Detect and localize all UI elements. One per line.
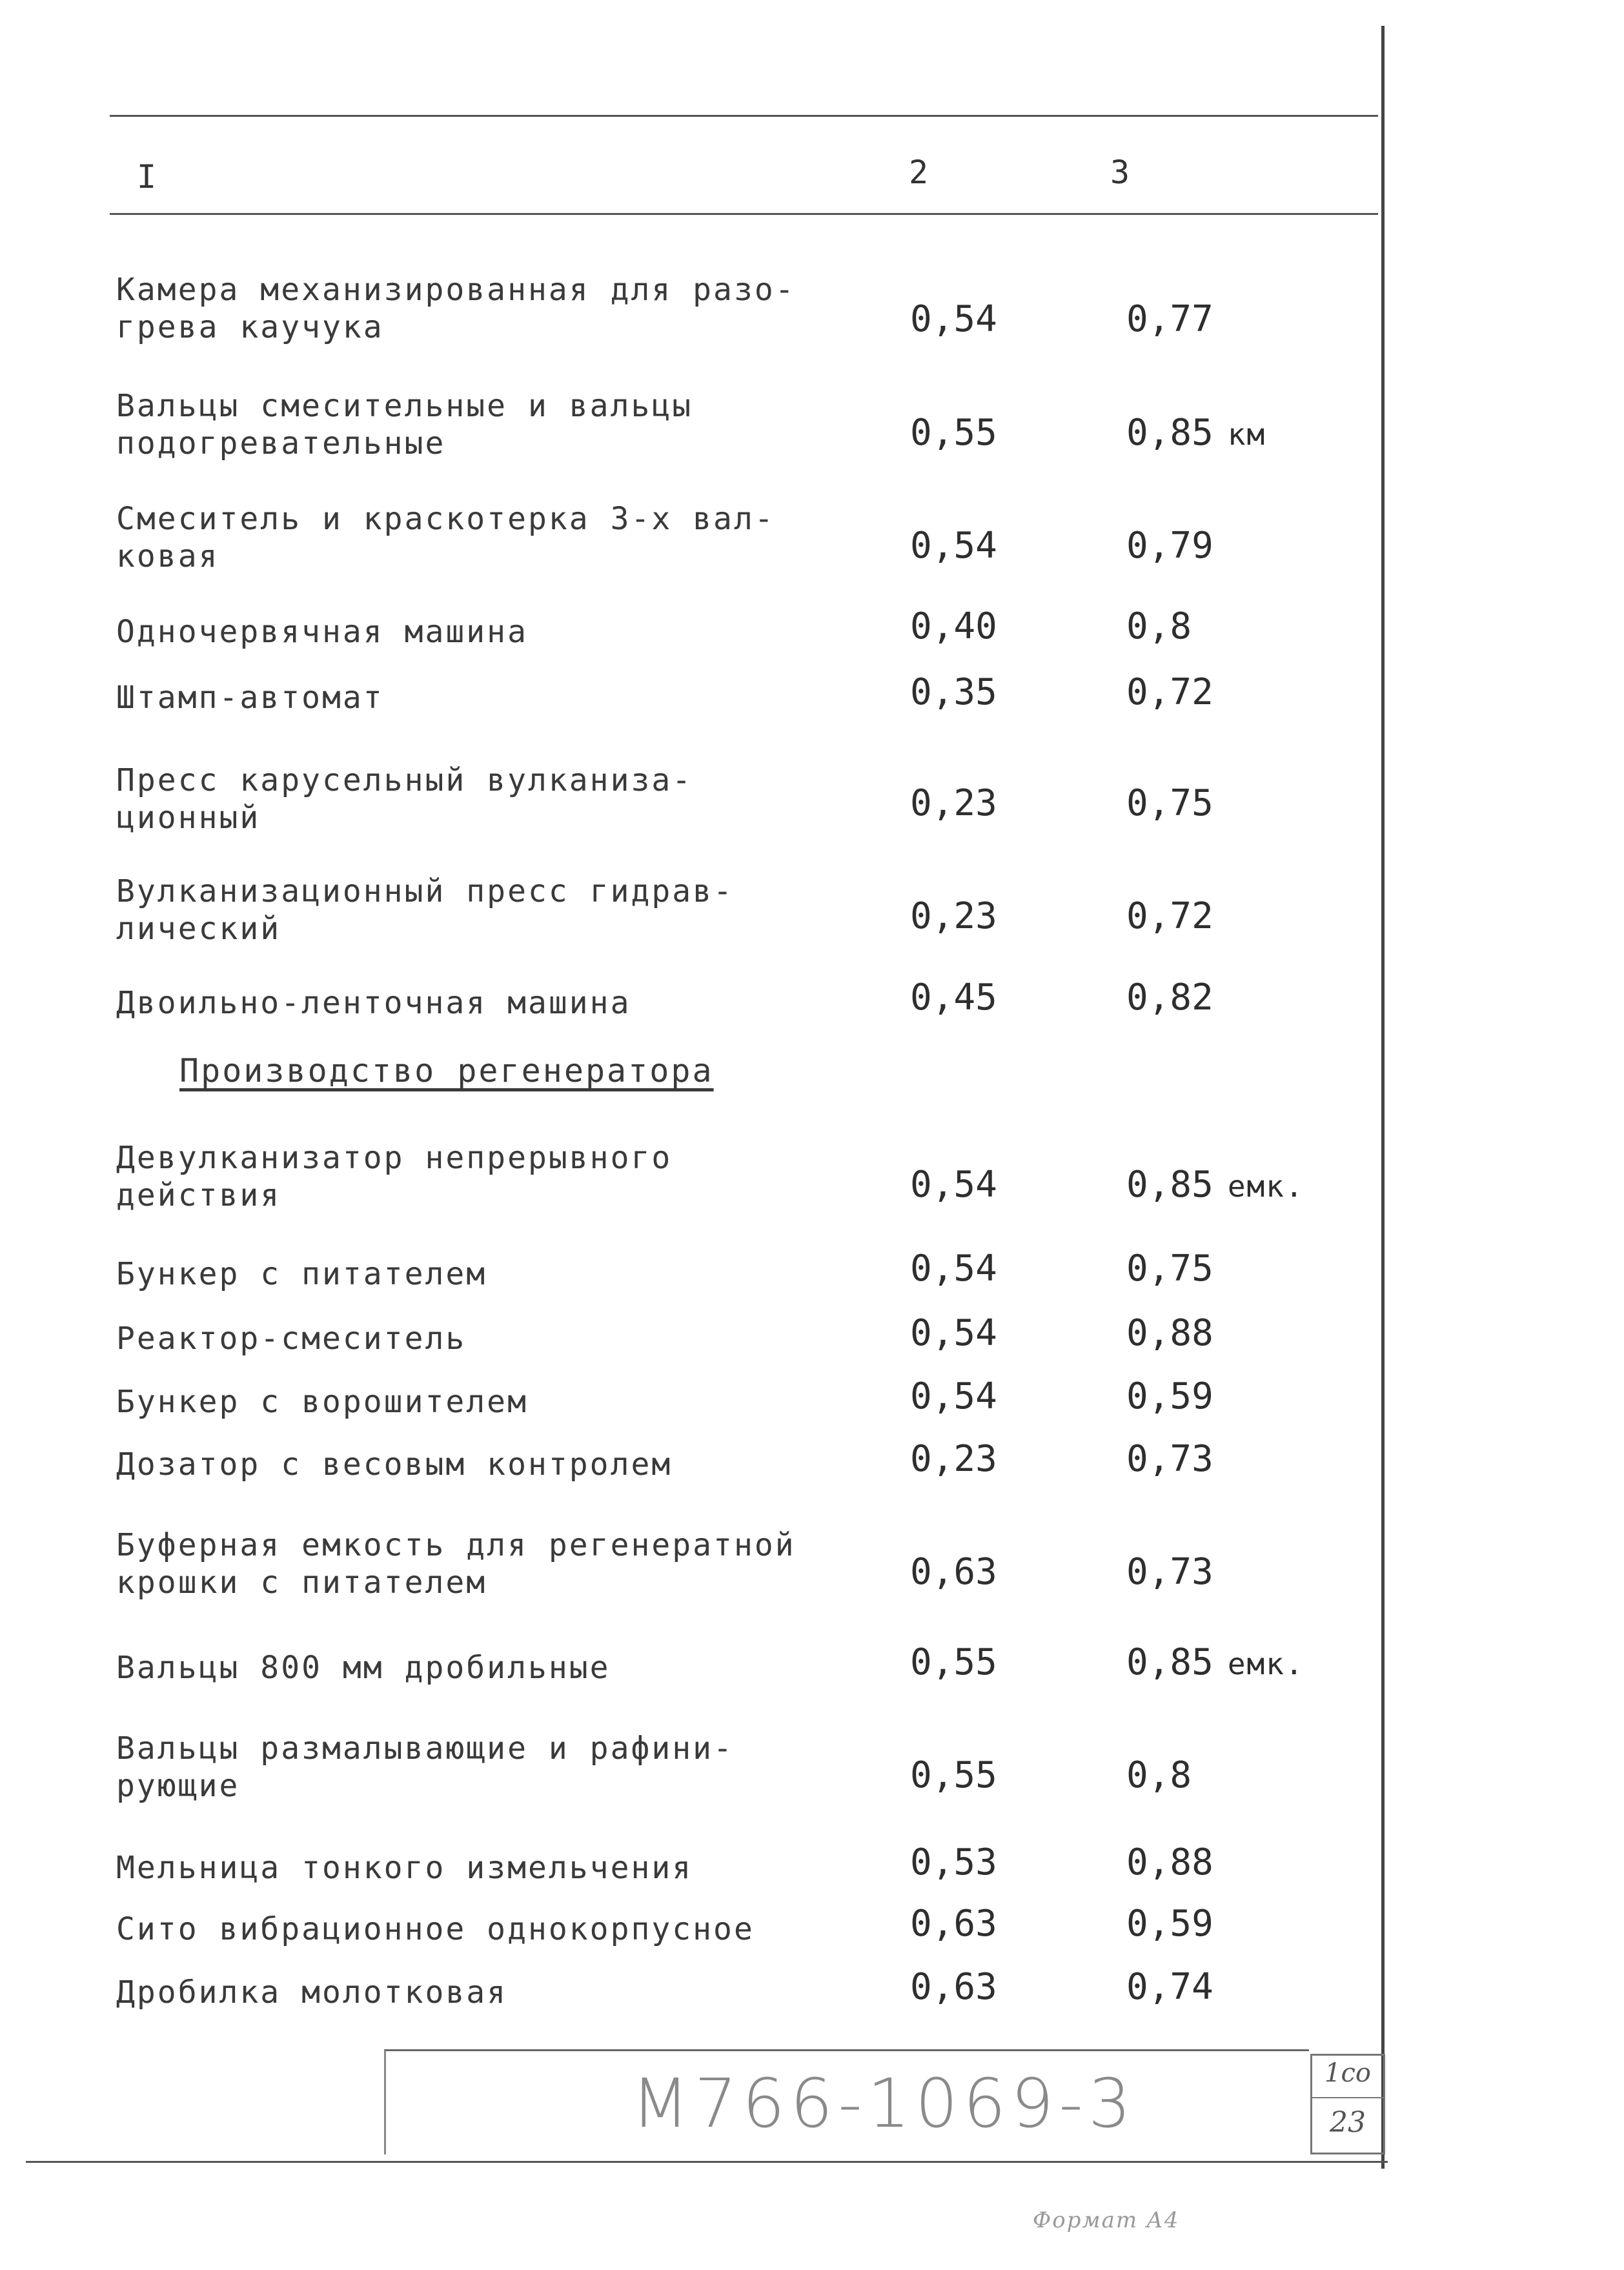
row-value-3 [1126,1966,1228,2008]
header-col-2: 2 [909,154,929,191]
row-value-2: 0,63 [910,1966,997,2008]
row-value-3 [1126,977,1228,1018]
row-value-3-number: 0,85 [1126,1641,1213,1683]
row-name: Вулканизационный пресс гидрав- лический [116,873,734,947]
row-value-3-number: 0,88 [1126,1841,1213,1883]
row-name: Реактор-смеситель [116,1321,467,1357]
section-title: Производство регенератора [179,1052,714,1089]
row-unit: емк. [1227,1169,1304,1204]
row-name: Бункер с ворошителем [116,1384,528,1420]
row-value-3 [1126,1551,1228,1593]
row-value-3-number: 0,79 [1126,525,1213,567]
row-value-3 [1126,412,1266,454]
row-value-2: 0,55 [910,1754,997,1796]
row-value-2: 0,54 [910,1375,997,1417]
row-value-2: 0,23 [910,895,997,937]
header-col-3: 3 [1110,154,1130,191]
row-name: Вальцы размалывающие и рафини- рующие [116,1730,734,1804]
row-name: Бункер с питателем [116,1256,487,1292]
row-value-2: 0,35 [910,671,997,713]
header-bottom-rule [110,213,1378,215]
row-value-2: 0,54 [910,525,997,567]
row-value-3-number: 0,75 [1126,1248,1213,1290]
row-value-3 [1126,671,1228,713]
row-value-2: 0,55 [910,1641,997,1683]
row-name: Смеситель и краскотерка 3-х вал- ковая [116,501,775,574]
row-value-2: 0,23 [910,782,997,824]
row-value-3 [1126,1312,1228,1354]
row-value-3-number: 0,8 [1126,1754,1192,1796]
row-value-3 [1126,605,1206,647]
row-value-2: 0,40 [910,605,997,647]
row-value-3-number: 0,82 [1126,977,1213,1018]
row-name: Сито вибрационное однокорпусное [116,1911,755,1947]
row-value-3-number: 0,74 [1126,1966,1213,2008]
row-value-3 [1126,782,1228,824]
row-name: Дозатор с весовым контролем [116,1446,673,1483]
row-name: Вальцы смесительные и вальцы подогревательные [116,388,693,461]
row-value-3-number: 0,72 [1126,895,1213,937]
row-value-3-number: 0,77 [1126,298,1213,340]
row-name: Вальцы 800 мм дробильные [116,1650,611,1686]
row-value-3-number: 0,59 [1126,1903,1213,1945]
table-top-rule [110,115,1378,117]
row-value-3 [1126,525,1228,567]
row-value-3 [1126,1903,1228,1945]
row-value-3-number: 0,88 [1126,1312,1213,1354]
row-value-2: 0,23 [910,1438,997,1480]
row-value-3-number: 0,59 [1126,1375,1213,1417]
row-value-3-number: 0,85 [1126,1164,1213,1206]
header-col-1: I [137,158,157,196]
row-value-3 [1126,1641,1304,1683]
row-value-3 [1126,1164,1304,1206]
row-value-2: 0,63 [910,1903,997,1945]
row-value-3 [1126,298,1228,340]
row-value-2: 0,54 [910,1248,997,1290]
format-note: Формат А4 [1033,2207,1180,2233]
row-name: Дробилка молотковая [116,1974,508,2011]
page-bottom-rule [26,2161,1388,2163]
sheet-label: 1со [1312,2058,1383,2098]
title-block [384,2049,1309,2154]
sheet-number: 23 [1330,2106,1366,2139]
row-value-2: 0,54 [910,1312,997,1354]
row-value-2: 0,54 [910,298,997,340]
row-unit: км [1227,417,1266,452]
row-value-3 [1126,1438,1228,1480]
row-name: Пресс карусельный вулканиза- ционный [116,762,693,836]
row-value-3-number: 0,73 [1126,1551,1213,1593]
row-name: Двоильно-ленточная машина [116,985,631,1021]
row-value-2: 0,63 [910,1551,997,1593]
row-name: Одночервячная машина [116,614,528,650]
row-value-3 [1126,1841,1228,1883]
row-name: Буферная емкость для регенератной крошки с питателем [116,1527,796,1601]
row-value-3-number: 0,8 [1126,605,1192,647]
row-value-3 [1126,895,1228,937]
document-code: М766-1069-3 [631,2064,1137,2143]
row-value-3 [1126,1375,1228,1417]
sheet-number-box [1310,2054,1385,2154]
row-name: Мельница тонкого измельчения [116,1850,693,1886]
row-value-2: 0,54 [910,1164,997,1206]
row-value-3 [1126,1248,1228,1290]
row-value-3-number: 0,75 [1126,782,1213,824]
row-name: Штамп-автомат [116,680,384,716]
row-value-2: 0,55 [910,412,997,454]
row-value-2: 0,53 [910,1841,997,1883]
row-name: Девулканизатор непрерывного действия [116,1140,673,1213]
row-unit: емк. [1227,1647,1304,1681]
row-value-3-number: 0,73 [1126,1438,1213,1480]
row-name: Камера механизированная для разо- грева каучука [116,272,796,345]
row-value-3-number: 0,85 [1126,412,1213,454]
table-right-border [1381,26,1385,2169]
row-value-3 [1126,1754,1206,1796]
row-value-3-number: 0,72 [1126,671,1213,713]
row-value-2: 0,45 [910,977,997,1018]
